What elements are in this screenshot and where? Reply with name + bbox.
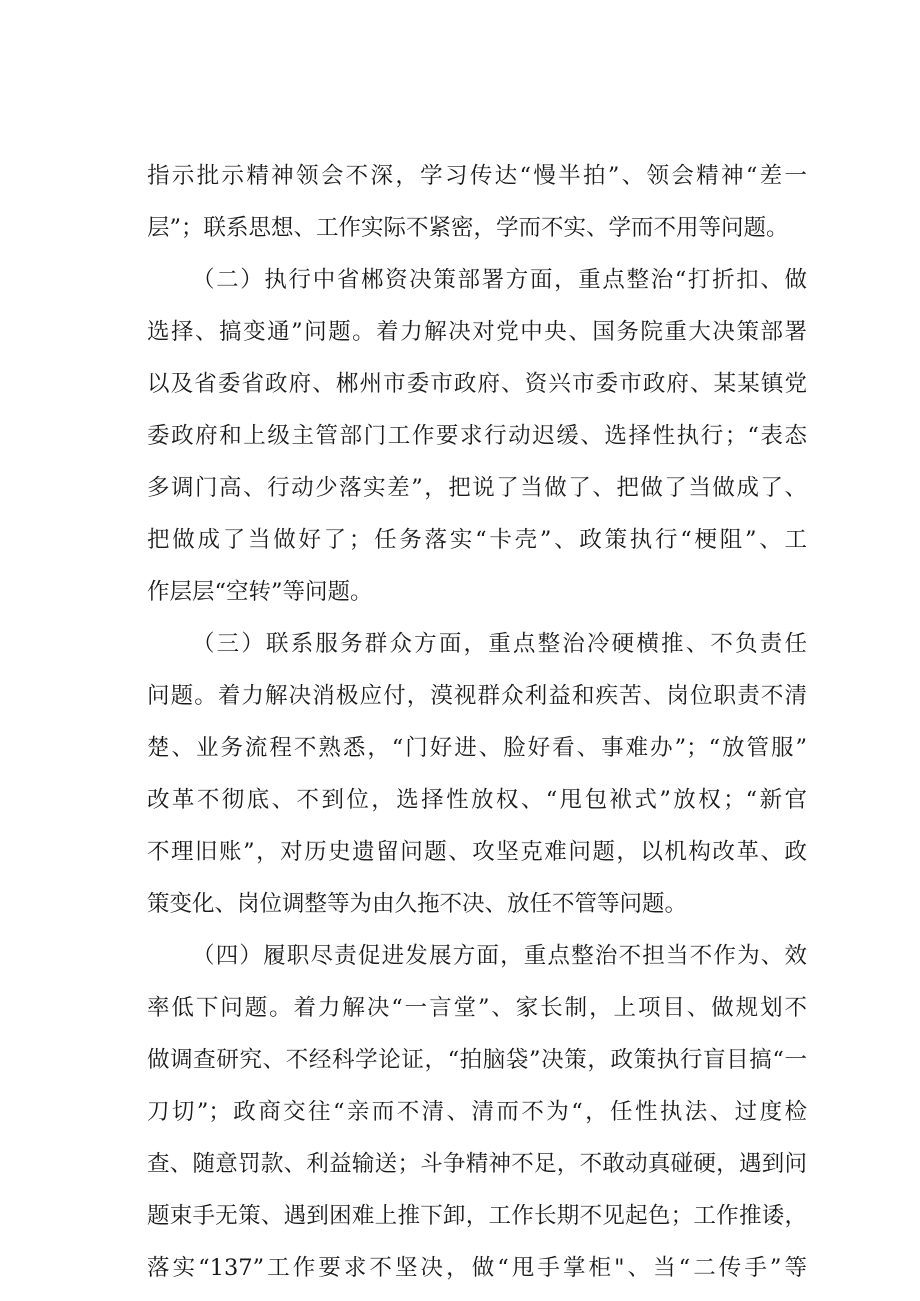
- text-line: 多调门高、行动少落实差”，把说了当做了、把做了当做成了、: [147, 475, 807, 501]
- text-line: 落实“137”工作要求不坚决，做“甩手掌柜"、当“二传手”等: [147, 1255, 807, 1281]
- text-line: 做调查研究、不经科学论证，“拍脑袋”决策，政策执行盲目搞“一: [147, 1047, 807, 1073]
- text-line: （二）执行中省郴资决策部署方面，重点整治“打折扣、做: [192, 267, 807, 293]
- text-line: 率低下问题。着力解决“一言堂”、家长制，上项目、做规划不: [147, 995, 807, 1021]
- text-line: 刀切”；政商交往“亲而不清、清而不为“，任性执法、过度检: [147, 1099, 807, 1125]
- text-line: 作层层“空转”等问题。: [147, 579, 373, 605]
- text-line: 指示批示精神领会不深，学习传达“慢半拍”、领会精神“差一: [147, 163, 807, 189]
- document-body: [147, 150, 807, 1294]
- text-line: （四）履职尽责促进发展方面，重点整治不担当不作为、效: [192, 943, 807, 969]
- text-line: 楚、业务流程不熟悉，“门好进、脸好看、事难办”；“放管服”: [147, 735, 807, 761]
- paragraph-1-continued: [147, 150, 807, 254]
- text-line: 改革不彻底、不到位，选择性放权、“甩包袱式”放权；“新官: [147, 787, 807, 813]
- paragraph-4: [147, 930, 807, 1294]
- text-line: 委政府和上级主管部门工作要求行动迟缓、选择性执行；“表态: [147, 423, 807, 449]
- text-line: 题束手无策、遇到困难上推下卸，工作长期不见起色；工作推诿，: [147, 1203, 807, 1229]
- text-line: 层”；联系思想、工作实际不紧密，学而不实、学而不用等问题。: [147, 215, 789, 241]
- paragraph-2: [147, 254, 807, 618]
- text-line: 把做成了当做好了；任务落实“卡壳”、政策执行“梗阻”、工: [147, 527, 807, 553]
- text-line: 以及省委省政府、郴州市委市政府、资兴市委市政府、某某镇党: [147, 371, 807, 397]
- text-line: （三）联系服务群众方面，重点整治冷硬横推、不负责任: [192, 631, 807, 657]
- text-line: 查、随意罚款、利益输送；斗争精神不足，不敢动真碰硬，遇到问: [147, 1151, 807, 1177]
- text-line: 策变化、岗位调整等为由久拖不决、放任不管等问题。: [147, 891, 688, 917]
- text-line: 不理旧账”，对历史遗留问题、攻坚克难问题，以机构改革、政: [147, 839, 807, 865]
- text-line: 选择、搞变通”问题。着力解决对党中央、国务院重大决策部署: [147, 319, 807, 345]
- paragraph-3: [147, 618, 807, 930]
- text-line: 问题。着力解决消极应付，漠视群众利益和疾苦、岗位职责不清: [147, 683, 807, 709]
